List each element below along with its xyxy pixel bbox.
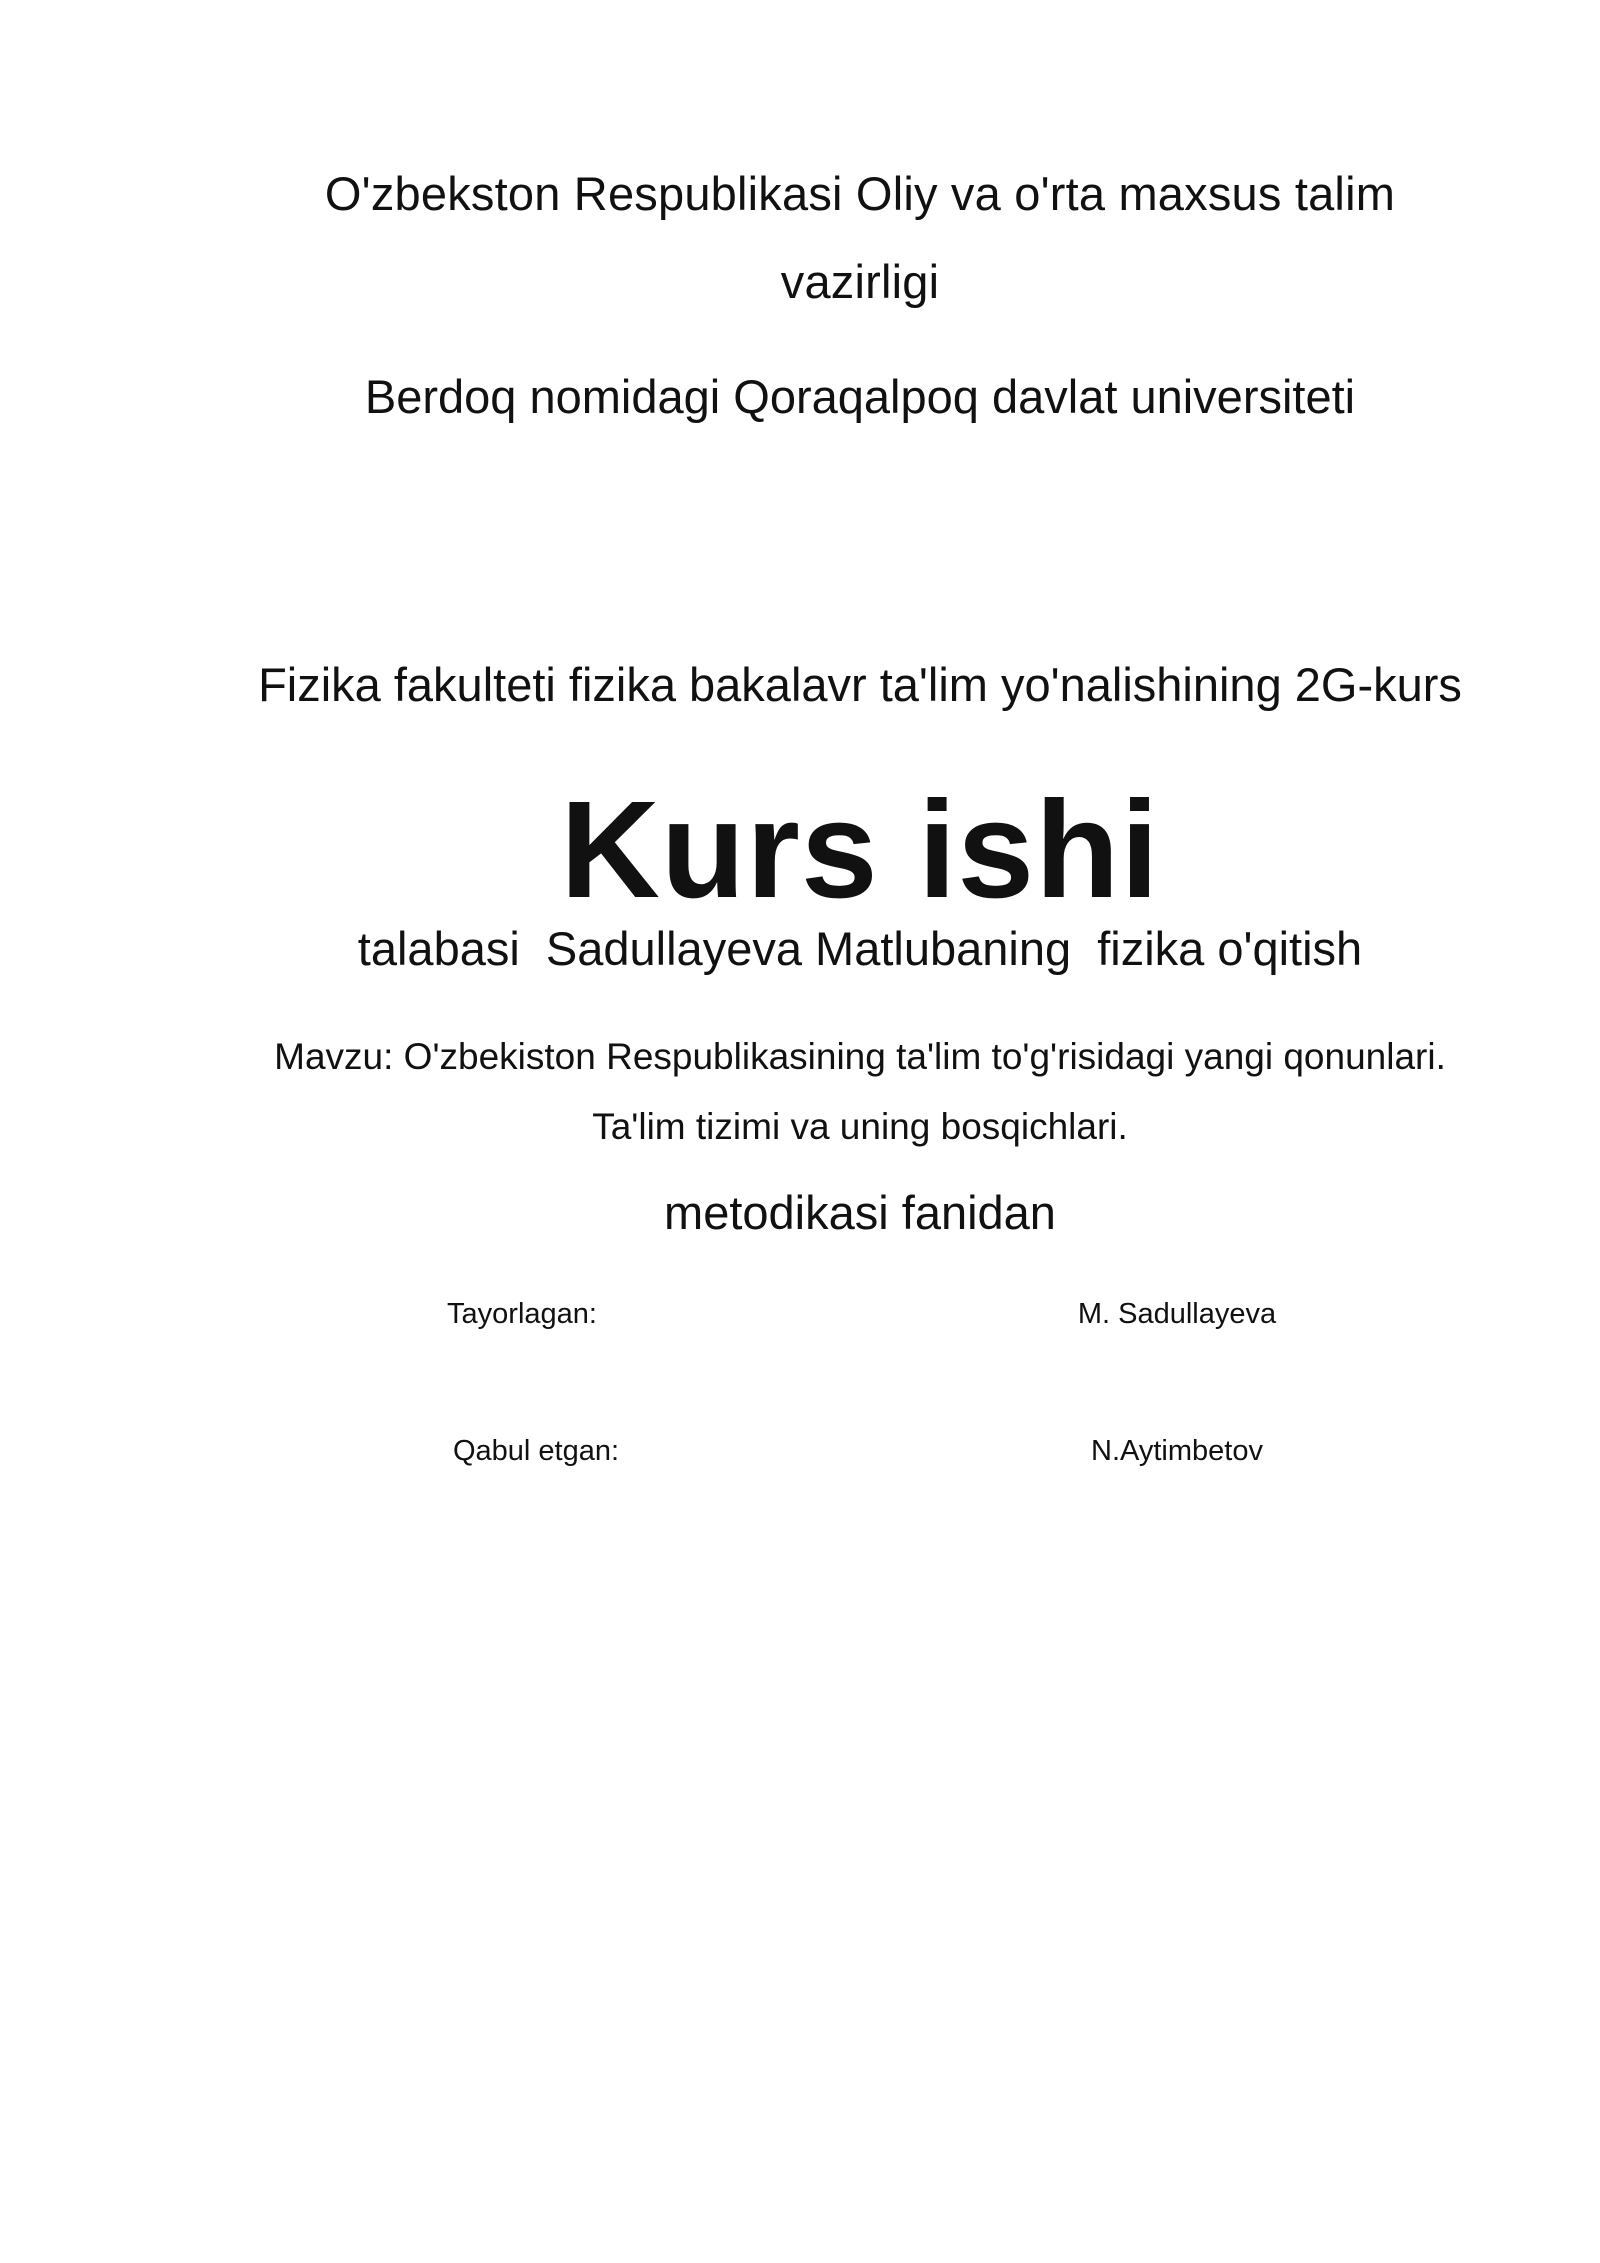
topic-line-2: Ta'lim tizimi va uning bosqichlari. [592,1106,1128,1147]
faculty-line-1: Fizika fakulteti fizika bakalavr ta'lim yo'nalishining 2G-kurs [258,658,1462,711]
ministry-line-2: vazirligi [780,255,940,308]
university-heading [200,353,1520,441]
topic-line-1: Mavzu: O'zbekiston Respublikasining ta'lim to'g'risidagi yangi qonunlari. [274,1036,1446,1077]
prepared-by-name: M. Sadullayeva [1077,1298,1277,1330]
document-title: Kurs ishi [560,773,1160,927]
accepted-by-name: N.Aytimbetov [1091,1435,1263,1467]
faculty-line-3: metodikasi fanidan [664,1186,1056,1239]
faculty-student-heading [200,465,1520,1433]
faculty-line-2: talabasi Sadullayeva Matlubaning fizika o'qitish [357,922,1363,975]
university-name: Berdoq nomidagi Qoraqalpoq davlat universiteti [364,370,1356,423]
prepared-by-label: Tayorlagan: [447,1298,597,1330]
topic-section [200,1022,1520,1162]
ministry-heading [200,150,1520,326]
ministry-line-1: O'zbekston Respublikasi Oliy va o'rta maxsus talim [324,167,1396,220]
accepted-by-label: Qabul etgan: [452,1435,620,1467]
